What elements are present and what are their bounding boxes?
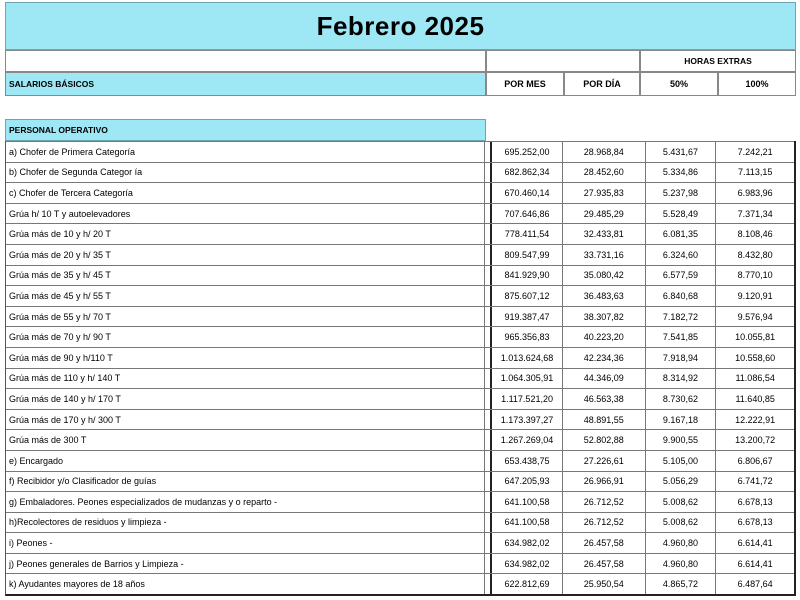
- pct100-cell: 6.614,41: [737, 558, 773, 569]
- category-cell: a) Chofer de Primera Categoría: [6, 142, 485, 162]
- pct100-cell: 8.770,10: [737, 270, 773, 281]
- por-mes-cell: 875.607,12: [492, 286, 563, 306]
- por-dia-cell: 28.968,84: [563, 142, 646, 162]
- por-mes-cell: 622.812,69: [492, 574, 563, 594]
- spacer-cell: [485, 204, 492, 224]
- por-mes-cell: 670.460,14: [492, 183, 563, 203]
- pct100-cell: 9.576,94: [737, 311, 773, 322]
- table-row: [6, 532, 794, 553]
- por-dia-cell: 46.563,38: [563, 389, 646, 409]
- spacer-cell: [485, 142, 492, 162]
- pct100-cell: 6.487,64: [737, 579, 773, 590]
- category-cell: k) Ayudantes mayores de 18 años: [6, 574, 485, 594]
- pct50-cell: 9.167,18: [646, 410, 717, 430]
- por-dia-cell: 26.712,52: [563, 492, 646, 512]
- category-cell: Grúa más de 70 y h/ 90 T: [6, 327, 485, 347]
- table-row: [6, 223, 794, 244]
- category-cell: Grúa más de 110 y h/ 140 T: [6, 369, 485, 389]
- pct100-cell: 7.371,34: [737, 208, 773, 219]
- por-mes-label: POR MES: [504, 79, 546, 89]
- pct50-cell: 8.730,62: [646, 389, 717, 409]
- por-mes-cell: 647.205,93: [492, 472, 563, 492]
- pct100-cell: 13.200,72: [735, 435, 776, 446]
- table-row: [6, 182, 794, 203]
- por-mes-cell: 682.862,34: [492, 163, 563, 183]
- por-mes-cell: 1.064.305,91: [492, 369, 563, 389]
- spacer-cell: [485, 163, 492, 183]
- por-mes-cell: 809.547,99: [492, 245, 563, 265]
- category-cell: Grúa más de 55 y h/ 70 T: [6, 307, 485, 327]
- category-cell: Grúa h/ 10 T y autoelevadores: [6, 204, 485, 224]
- pct50-cell: 5.431,67: [646, 142, 717, 162]
- title-banner: [5, 2, 796, 50]
- category-cell: i) Peones -: [6, 533, 485, 553]
- pct50-cell: 5.008,62: [646, 492, 717, 512]
- category-cell: g) Embaladores. Peones especializados de mudanzas y o reparto -: [6, 492, 485, 512]
- spacer-cell: [485, 554, 492, 574]
- spacer-cell: [485, 389, 492, 409]
- pct50-cell: 8.314,92: [646, 369, 717, 389]
- por-dia-cell: 26.457,58: [563, 554, 646, 574]
- section-personal-operativo: [5, 119, 486, 141]
- spacer-cell: [485, 410, 492, 430]
- category-cell: e) Encargado: [6, 451, 485, 471]
- section-label: PERSONAL OPERATIVO: [9, 125, 108, 135]
- por-dia-cell: 26.966,91: [563, 472, 646, 492]
- por-mes-cell: 707.646,86: [492, 204, 563, 224]
- pct50-header: [640, 72, 718, 96]
- por-mes-cell: 1.117.521,20: [492, 389, 563, 409]
- category-cell: f) Recibidor y/o Clasificador de guías: [6, 472, 485, 492]
- pct100-cell: 12.222,91: [735, 414, 776, 425]
- table-row: [6, 141, 794, 162]
- category-cell: Grúa más de 140 y h/ 170 T: [6, 389, 485, 409]
- category-cell: Grúa más de 45 y h/ 55 T: [6, 286, 485, 306]
- spacer-cell: [485, 574, 492, 594]
- table-row: [6, 512, 794, 533]
- category-cell: h)Recolectores de residuos y limpieza -: [6, 513, 485, 533]
- por-dia-cell: 29.485,29: [563, 204, 646, 224]
- pct50-cell: 5.334,86: [646, 163, 717, 183]
- pct100-cell: 11.086,54: [735, 373, 775, 384]
- salary-table: [5, 141, 796, 596]
- por-mes-cell: 1.173.397,27: [492, 410, 563, 430]
- category-cell: j) Peones generales de Barrios y Limpieza -: [6, 554, 485, 574]
- pct50-cell: 6.324,60: [646, 245, 717, 265]
- spacer-cell: [485, 245, 492, 265]
- horas-extras-header: [640, 50, 796, 72]
- por-dia-header: [564, 72, 640, 96]
- table-row: [6, 471, 794, 492]
- spacer-cell: [485, 183, 492, 203]
- pct100-cell: 8.108,46: [737, 229, 773, 240]
- salarios-basicos-label: SALARIOS BÁSICOS: [9, 79, 95, 89]
- pct50-cell: 6.081,35: [646, 224, 717, 244]
- pct50-cell: 5.105,00: [646, 451, 717, 471]
- pct100-cell: 6.614,41: [737, 538, 773, 549]
- por-dia-cell: 27.226,61: [563, 451, 646, 471]
- category-cell: Grúa más de 300 T: [6, 430, 485, 450]
- table-row: [6, 553, 794, 574]
- por-dia-cell: 42.234,36: [563, 348, 646, 368]
- table-row: [6, 491, 794, 512]
- pct100-cell: 10.558,60: [735, 352, 776, 363]
- table-row: [6, 203, 794, 224]
- spacer-cell: [485, 513, 492, 533]
- por-dia-cell: 26.712,52: [563, 513, 646, 533]
- spacer-cell: [485, 430, 492, 450]
- por-dia-cell: 26.457,58: [563, 533, 646, 553]
- table-row: [6, 388, 794, 409]
- spacer-cell: [485, 307, 492, 327]
- table-row: [6, 429, 794, 450]
- pct50-cell: 6.577,59: [646, 266, 717, 286]
- pct50-label: 50%: [669, 79, 688, 89]
- por-mes-cell: 653.438,75: [492, 451, 563, 471]
- category-cell: Grúa más de 35 y h/ 45 T: [6, 266, 485, 286]
- pct100-cell: 7.242,21: [737, 146, 773, 157]
- header-blank-mid: [486, 50, 640, 72]
- category-cell: Grúa más de 10 y h/ 20 T: [6, 224, 485, 244]
- pct100-cell: 11.640,85: [735, 393, 775, 404]
- table-row: [6, 368, 794, 389]
- por-mes-cell: 641.100,58: [492, 492, 563, 512]
- spacer-cell: [485, 286, 492, 306]
- por-mes-cell: 641.100,58: [492, 513, 563, 533]
- category-cell: Grúa más de 20 y h/ 35 T: [6, 245, 485, 265]
- pct50-cell: 6.840,68: [646, 286, 717, 306]
- por-mes-cell: 1.267.269,04: [492, 430, 563, 450]
- por-dia-cell: 35.080,42: [563, 266, 646, 286]
- table-row: [6, 285, 794, 306]
- spacer-cell: [485, 533, 492, 553]
- pct100-cell: 6.806,67: [737, 455, 773, 466]
- pct50-cell: 4.960,80: [646, 533, 717, 553]
- category-cell: Grúa más de 170 y h/ 300 T: [6, 410, 485, 430]
- spacer-cell: [485, 327, 492, 347]
- pct50-cell: 4.960,80: [646, 554, 717, 574]
- por-dia-cell: 40.223,20: [563, 327, 646, 347]
- category-cell: c) Chofer de Tercera Categoría: [6, 183, 485, 203]
- por-mes-cell: 634.982,02: [492, 533, 563, 553]
- category-cell: b) Chofer de Segunda Categor ía: [6, 163, 485, 183]
- pct50-cell: 5.056,29: [646, 472, 717, 492]
- spacer-cell: [485, 224, 492, 244]
- table-row: [6, 265, 794, 286]
- pct100-header: [718, 72, 796, 96]
- por-dia-cell: 27.935,83: [563, 183, 646, 203]
- pct100-cell: 8.432,80: [737, 249, 773, 260]
- por-dia-cell: 38.307,82: [563, 307, 646, 327]
- por-dia-label: POR DÍA: [583, 79, 621, 89]
- pct100-cell: 6.741,72: [737, 476, 773, 487]
- por-mes-cell: 695.252,00: [492, 142, 563, 162]
- pct50-cell: 5.237,98: [646, 183, 717, 203]
- spacer-cell: [485, 472, 492, 492]
- por-dia-cell: 25.950,54: [563, 574, 646, 594]
- horas-extras-label: HORAS EXTRAS: [684, 56, 752, 66]
- table-row: [6, 326, 794, 347]
- salarios-basicos-header: [5, 72, 486, 96]
- por-dia-cell: 33.731,16: [563, 245, 646, 265]
- por-mes-cell: 634.982,02: [492, 554, 563, 574]
- por-dia-cell: 48.891,55: [563, 410, 646, 430]
- page-title: Febrero 2025: [316, 10, 485, 41]
- spacer-cell: [485, 492, 492, 512]
- pct100-cell: 7.113,15: [737, 167, 773, 178]
- pct50-cell: 7.541,85: [646, 327, 717, 347]
- pct50-cell: 9.900,55: [646, 430, 717, 450]
- table-row: [6, 244, 794, 265]
- pct100-cell: 9.120,91: [737, 290, 773, 301]
- pct100-cell: 10.055,81: [735, 332, 776, 343]
- por-dia-cell: 32.433,81: [563, 224, 646, 244]
- pct50-cell: 4.865,72: [646, 574, 717, 594]
- table-row: [6, 450, 794, 471]
- por-mes-header: [486, 72, 564, 96]
- spacer-cell: [485, 451, 492, 471]
- pct50-cell: 5.008,62: [646, 513, 717, 533]
- pct50-cell: 7.918,94: [646, 348, 717, 368]
- table-row: [6, 162, 794, 183]
- spacer-cell: [485, 348, 492, 368]
- por-dia-cell: 28.452,60: [563, 163, 646, 183]
- spacer-cell: [485, 369, 492, 389]
- header-blank-left: [5, 50, 486, 72]
- pct100-label: 100%: [745, 79, 769, 89]
- table-row: [6, 409, 794, 430]
- por-mes-cell: 965.356,83: [492, 327, 563, 347]
- pct100-cell: 6.678,13: [737, 496, 773, 507]
- table-row: [6, 306, 794, 327]
- pct50-cell: 7.182,72: [646, 307, 717, 327]
- spacer-cell: [485, 266, 492, 286]
- table-row: [6, 347, 794, 368]
- por-mes-cell: 841.929,90: [492, 266, 563, 286]
- por-mes-cell: 919.387,47: [492, 307, 563, 327]
- category-cell: Grúa más de 90 y h/110 T: [6, 348, 485, 368]
- por-dia-cell: 44.346,09: [563, 369, 646, 389]
- pct100-cell: 6.678,13: [737, 517, 773, 528]
- por-mes-cell: 778.411,54: [492, 224, 563, 244]
- pct100-cell: 6.983,96: [737, 187, 773, 198]
- pct50-cell: 5.528,49: [646, 204, 717, 224]
- por-dia-cell: 52.802,88: [563, 430, 646, 450]
- por-mes-cell: 1.013.624,68: [492, 348, 563, 368]
- table-row: [6, 573, 794, 594]
- por-dia-cell: 36.483,63: [563, 286, 646, 306]
